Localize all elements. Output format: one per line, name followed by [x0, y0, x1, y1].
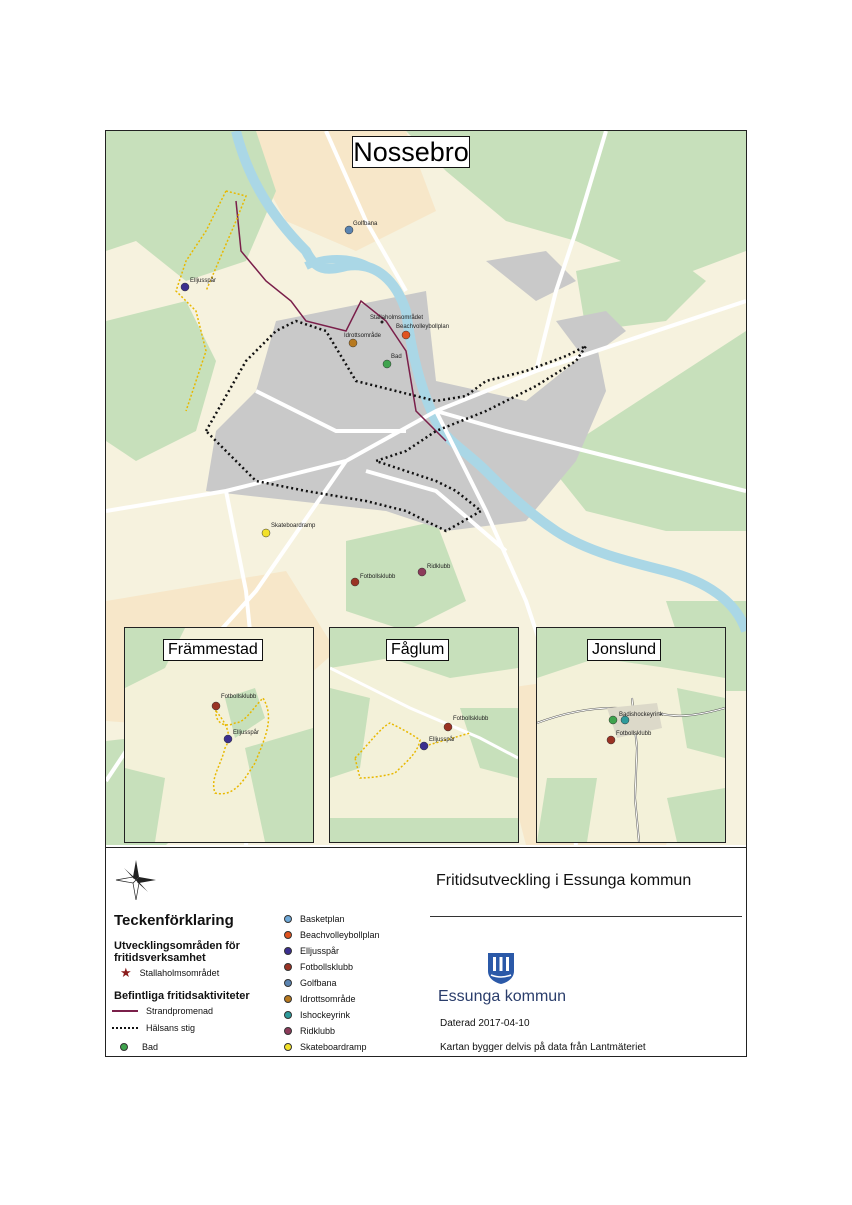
legend-row-development [120, 965, 220, 980]
legend-item [284, 962, 353, 972]
circle-marker-icon [284, 1011, 292, 1019]
legend-section-development: Utvecklingsområden för fritidsverksamhet [114, 940, 240, 964]
elljusspar-marker[interactable] [181, 283, 189, 291]
legend-label: Golfbana [300, 978, 337, 988]
main-map[interactable] [106, 131, 746, 845]
golfbana-label: Golfbana [353, 221, 378, 227]
stallaholmsomradet-label: Stallaholmsområdet [370, 315, 424, 321]
idrottsomrade-label: Idrottsområde [344, 333, 382, 339]
circle-marker-icon [120, 1043, 128, 1051]
legend-item [284, 978, 337, 988]
frammestad-elljusspar-label: Elljusspår [233, 730, 260, 736]
divider [430, 916, 742, 917]
legend-label: Skateboardramp [300, 1042, 367, 1052]
legend-label: Hälsans stig [146, 1023, 196, 1033]
faglum-fotbollsklubb-marker[interactable] [444, 723, 452, 731]
inset-jonslund[interactable] [536, 627, 726, 843]
legend-panel [106, 847, 746, 1058]
legend-section-existing: Befintliga fritidsaktiviteter [114, 990, 250, 1002]
legend-item [284, 946, 339, 956]
circle-marker-icon [284, 1027, 292, 1035]
legend-item [284, 1010, 350, 1020]
faglum-elljusspar-label: Elljusspår [429, 737, 456, 743]
inset-frammestad[interactable] [124, 627, 314, 843]
legend-label: Fotbollsklubb [300, 962, 354, 972]
legend-label: Idrottsområde [300, 994, 356, 1004]
jonslund-badishockeyrink-label: Badishockeyrink [619, 712, 663, 718]
idrottsomrade-marker[interactable] [349, 339, 357, 347]
frammestad-elljusspar-marker[interactable] [224, 735, 232, 743]
legend-label: Bad [142, 1042, 159, 1052]
fotbollsklubb-label: Fotbollsklubb [360, 574, 396, 580]
legend-label: Stallaholmsområdet [139, 968, 220, 978]
kommun-name: Essunga kommun [438, 988, 567, 1005]
ridklubb-label: Ridklubb [427, 564, 451, 570]
inset-title: Fåglum [386, 639, 449, 661]
legend-label: Ishockeyrink [300, 1010, 351, 1020]
legend-label: Beachvolleybollplan [300, 930, 380, 940]
frammestad-fotbollsklubb-label: Fotbollsklubb [221, 694, 257, 700]
jonslund-bad-marker[interactable] [609, 716, 617, 724]
beachvolleybollplan-label: Beachvolleybollplan [396, 324, 450, 330]
skateboardramp-marker[interactable] [262, 529, 270, 537]
publication-title: Fritidsutveckling i Essunga kommun [436, 872, 692, 889]
jonslund-fotbollsklubb-label: Fotbollsklubb [616, 731, 652, 737]
legend-item [284, 1026, 335, 1036]
bad-label: Bad [391, 354, 402, 360]
inset-title: Främmestad [163, 639, 263, 661]
credit-text: Kartan bygger delvis på data från Lantmäteriet [440, 1042, 646, 1053]
essunga-emblem-icon [486, 951, 516, 985]
map-sheet [105, 130, 747, 1057]
circle-marker-icon [284, 1043, 292, 1051]
legend-item [284, 930, 380, 940]
circle-marker-icon [284, 963, 292, 971]
beachvolleybollplan-marker[interactable] [402, 331, 410, 339]
skateboardramp-label: Skateboardramp [271, 523, 316, 529]
legend-item [284, 914, 345, 924]
circle-marker-icon [284, 995, 292, 1003]
legend-row-bad [120, 1042, 158, 1052]
circle-marker-icon [284, 915, 292, 923]
legend-label: Elljusspår [300, 946, 340, 956]
legend-row-halsans-stig [112, 1023, 195, 1033]
legend-item [284, 994, 356, 1004]
legend-title: Teckenförklaring [114, 912, 234, 929]
jonslund-fotbollsklubb-marker[interactable] [607, 736, 615, 744]
legend-label: Strandpromenad [146, 1006, 214, 1016]
legend-item [284, 1042, 367, 1052]
compass-rose-icon [114, 858, 158, 902]
circle-marker-icon [284, 931, 292, 939]
fotbollsklubb-marker[interactable] [351, 578, 359, 586]
ridklubb-marker[interactable] [418, 568, 426, 576]
circle-marker-icon [284, 947, 292, 955]
faglum-fotbollsklubb-label: Fotbollsklubb [453, 716, 489, 722]
bad-marker[interactable] [383, 360, 391, 368]
solid-line-icon [112, 1010, 138, 1012]
circle-marker-icon [284, 979, 292, 987]
dated-text: Daterad 2017-04-10 [440, 1018, 530, 1029]
frammestad-fotbollsklubb-marker[interactable] [212, 702, 220, 710]
legend-row-strandpromenad [112, 1006, 213, 1016]
main-map-title: Nossebro [353, 137, 469, 167]
elljusspar-label: Elljusspår [190, 278, 217, 284]
star-icon: ★ [120, 965, 132, 980]
legend-label: Ridklubb [300, 1026, 336, 1036]
golfbana-marker[interactable] [345, 226, 353, 234]
inset-title: Jonslund [587, 639, 661, 661]
legend-label: Basketplan [300, 914, 345, 924]
dotted-line-icon [112, 1027, 138, 1029]
faglum-elljusspar-marker[interactable] [420, 742, 428, 750]
inset-faglum[interactable] [329, 627, 519, 843]
